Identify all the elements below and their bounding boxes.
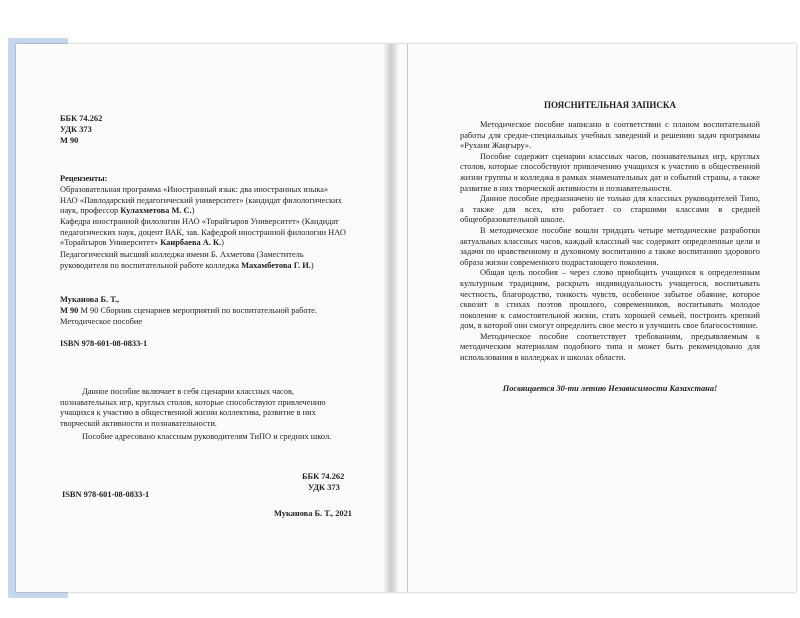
reviewer-3: [60, 250, 390, 271]
reviewer-1-close: ): [191, 206, 195, 216]
annotation: [60, 387, 372, 443]
reviewers-title: Рецензенты:: [60, 174, 108, 183]
reviewer-2-close: ): [221, 238, 224, 248]
page-title: ПОЯСНИТЕЛЬНАЯ ЗАПИСКА: [544, 100, 676, 110]
reviewer-3-text: руководителя по воспитательной работе колледжа: [60, 260, 239, 270]
annotation-line: Данное пособие включает в себя сценарии классных часов,: [82, 387, 294, 396]
annotation-line: творческой активности и познавательности.: [60, 418, 217, 428]
paragraph: Данное пособие предназначено не только для классных руководителей Типо, а также для всех, кто работает со старшими классами в средней общеобразовательной школе.: [460, 194, 760, 225]
reviewer-1: [60, 185, 390, 217]
dedication: Посвящается 30-ти летию Независимости Казахстана!: [502, 384, 718, 393]
reviewer-1-name: Кулахметова М. С.: [120, 206, 192, 216]
book-description: М 90 М 90 Сборник сценариев мероприятий по воспитательной работе.: [60, 306, 317, 315]
reviewer-1-text: наук, профессор: [60, 206, 119, 216]
reviewer-3-name: Махамбетова Г. И.: [241, 260, 311, 270]
reviewer-2-text: «Торайгыров Университет»: [60, 238, 159, 248]
explanatory-note: [460, 120, 760, 364]
author-line: Муканова Б. Т.,: [60, 295, 120, 304]
paragraph: Общая цель пособия – через слово приобщить учащихся к определенным культурным традициям, раскрыть индивидуальность учащегося, воспитывать честность, благородство, тонкость чувств, особенное забытое обаяние, которое сквозит в стихах поэтов прошлого, современников, воспитывать молодое поколение к самостоятельной жизни, стать хорошей семьей, построить крепкий дом, в которой они смогут определить свое место и улучшить свое благосостояние.: [460, 268, 760, 331]
bbk-code-2: ББК 74.262: [302, 472, 345, 481]
reviewer-2: [60, 217, 390, 249]
isbn-2: ISBN 978-601-08-0833-1: [62, 490, 150, 499]
reviewer-3-line: [60, 261, 390, 272]
book-gutter: [384, 44, 398, 592]
isbn: ISBN 978-601-08-0833-1: [60, 339, 148, 348]
copyright: Муканова Б. Т., 2021: [274, 509, 352, 518]
right-page: [408, 44, 796, 592]
reviewer-2-name: Канрбаева А. К.: [160, 238, 222, 248]
paragraph: Методическое пособие написано в соответствии с планом воспитательной работы для средне-специальных учебных заведений и решению задач программы «Рухани Жаңғыру».: [460, 120, 760, 151]
reviewer-2-line: педагогических наук, доцент ВАК, зав. Кафедрой иностранной филологии НАО: [60, 227, 346, 237]
left-page: [16, 44, 408, 592]
book-spread: [16, 44, 796, 592]
reviewer-3-close: ): [310, 260, 314, 270]
udk-code-2: УДК 373: [308, 483, 340, 492]
annotation-line: учащихся к участию в общественной жизни коллектива, развитие в них: [60, 408, 316, 418]
reviewer-1-line: Образовательная программа «Иностранный язык: два иностранных языка»: [60, 185, 329, 194]
author-mark: М 90: [60, 136, 79, 145]
paragraph: Методическое пособие соответствует требованиям, предъявляемым к методическим материалам подобного типа и может быть рекомендовано для использования в колледжах и школах области.: [460, 331, 760, 363]
reviewer-1-line: НАО «Павлодарский педагогический университет» (кандидат филологических: [60, 195, 342, 205]
reviewer-3-line: Педагогический высший колледжа имени Б. Ахметова (Заместитель: [60, 250, 304, 259]
reviewer-1-line: [60, 206, 390, 217]
reviewer-2-line: Кафедра иностранной филологии НАО «Торайгыров Университет» (Кандидат: [60, 217, 339, 226]
udk-code: УДК 373: [60, 125, 92, 134]
bbk-code: ББК 74.262: [60, 114, 103, 123]
book-type: Методическое пособие: [60, 317, 143, 326]
paragraph: В методическое пособие вошли тридцать четыре методические разработки актуальных классных часов, каждый классный час содержит определенные цели и задачи по нравственному и духовному воспитанию а также воспитанию здорового образа жизни современного подрастающего поколения.: [460, 225, 760, 267]
reviewer-2-line: [60, 238, 390, 249]
book-description-text: М 90 Сборник сценариев мероприятий по воспитательной работе.: [80, 306, 317, 315]
annotation-line: познавательных игр, круглых столов, которые способствуют привлечению: [60, 397, 326, 407]
annotation-audience: Пособие адресовано классным руководителям ТиПО и средних школ.: [82, 432, 332, 442]
paragraph: Пособие содержит сценарии классных часов, познавательных игр, круглых столов, которые способствуют привлечению учащихся к участию в общественной жизни группы и колледжа в рамках знаменательных дат и событий страны, а также развитие в них творческой активности и познавательности.: [460, 151, 760, 193]
